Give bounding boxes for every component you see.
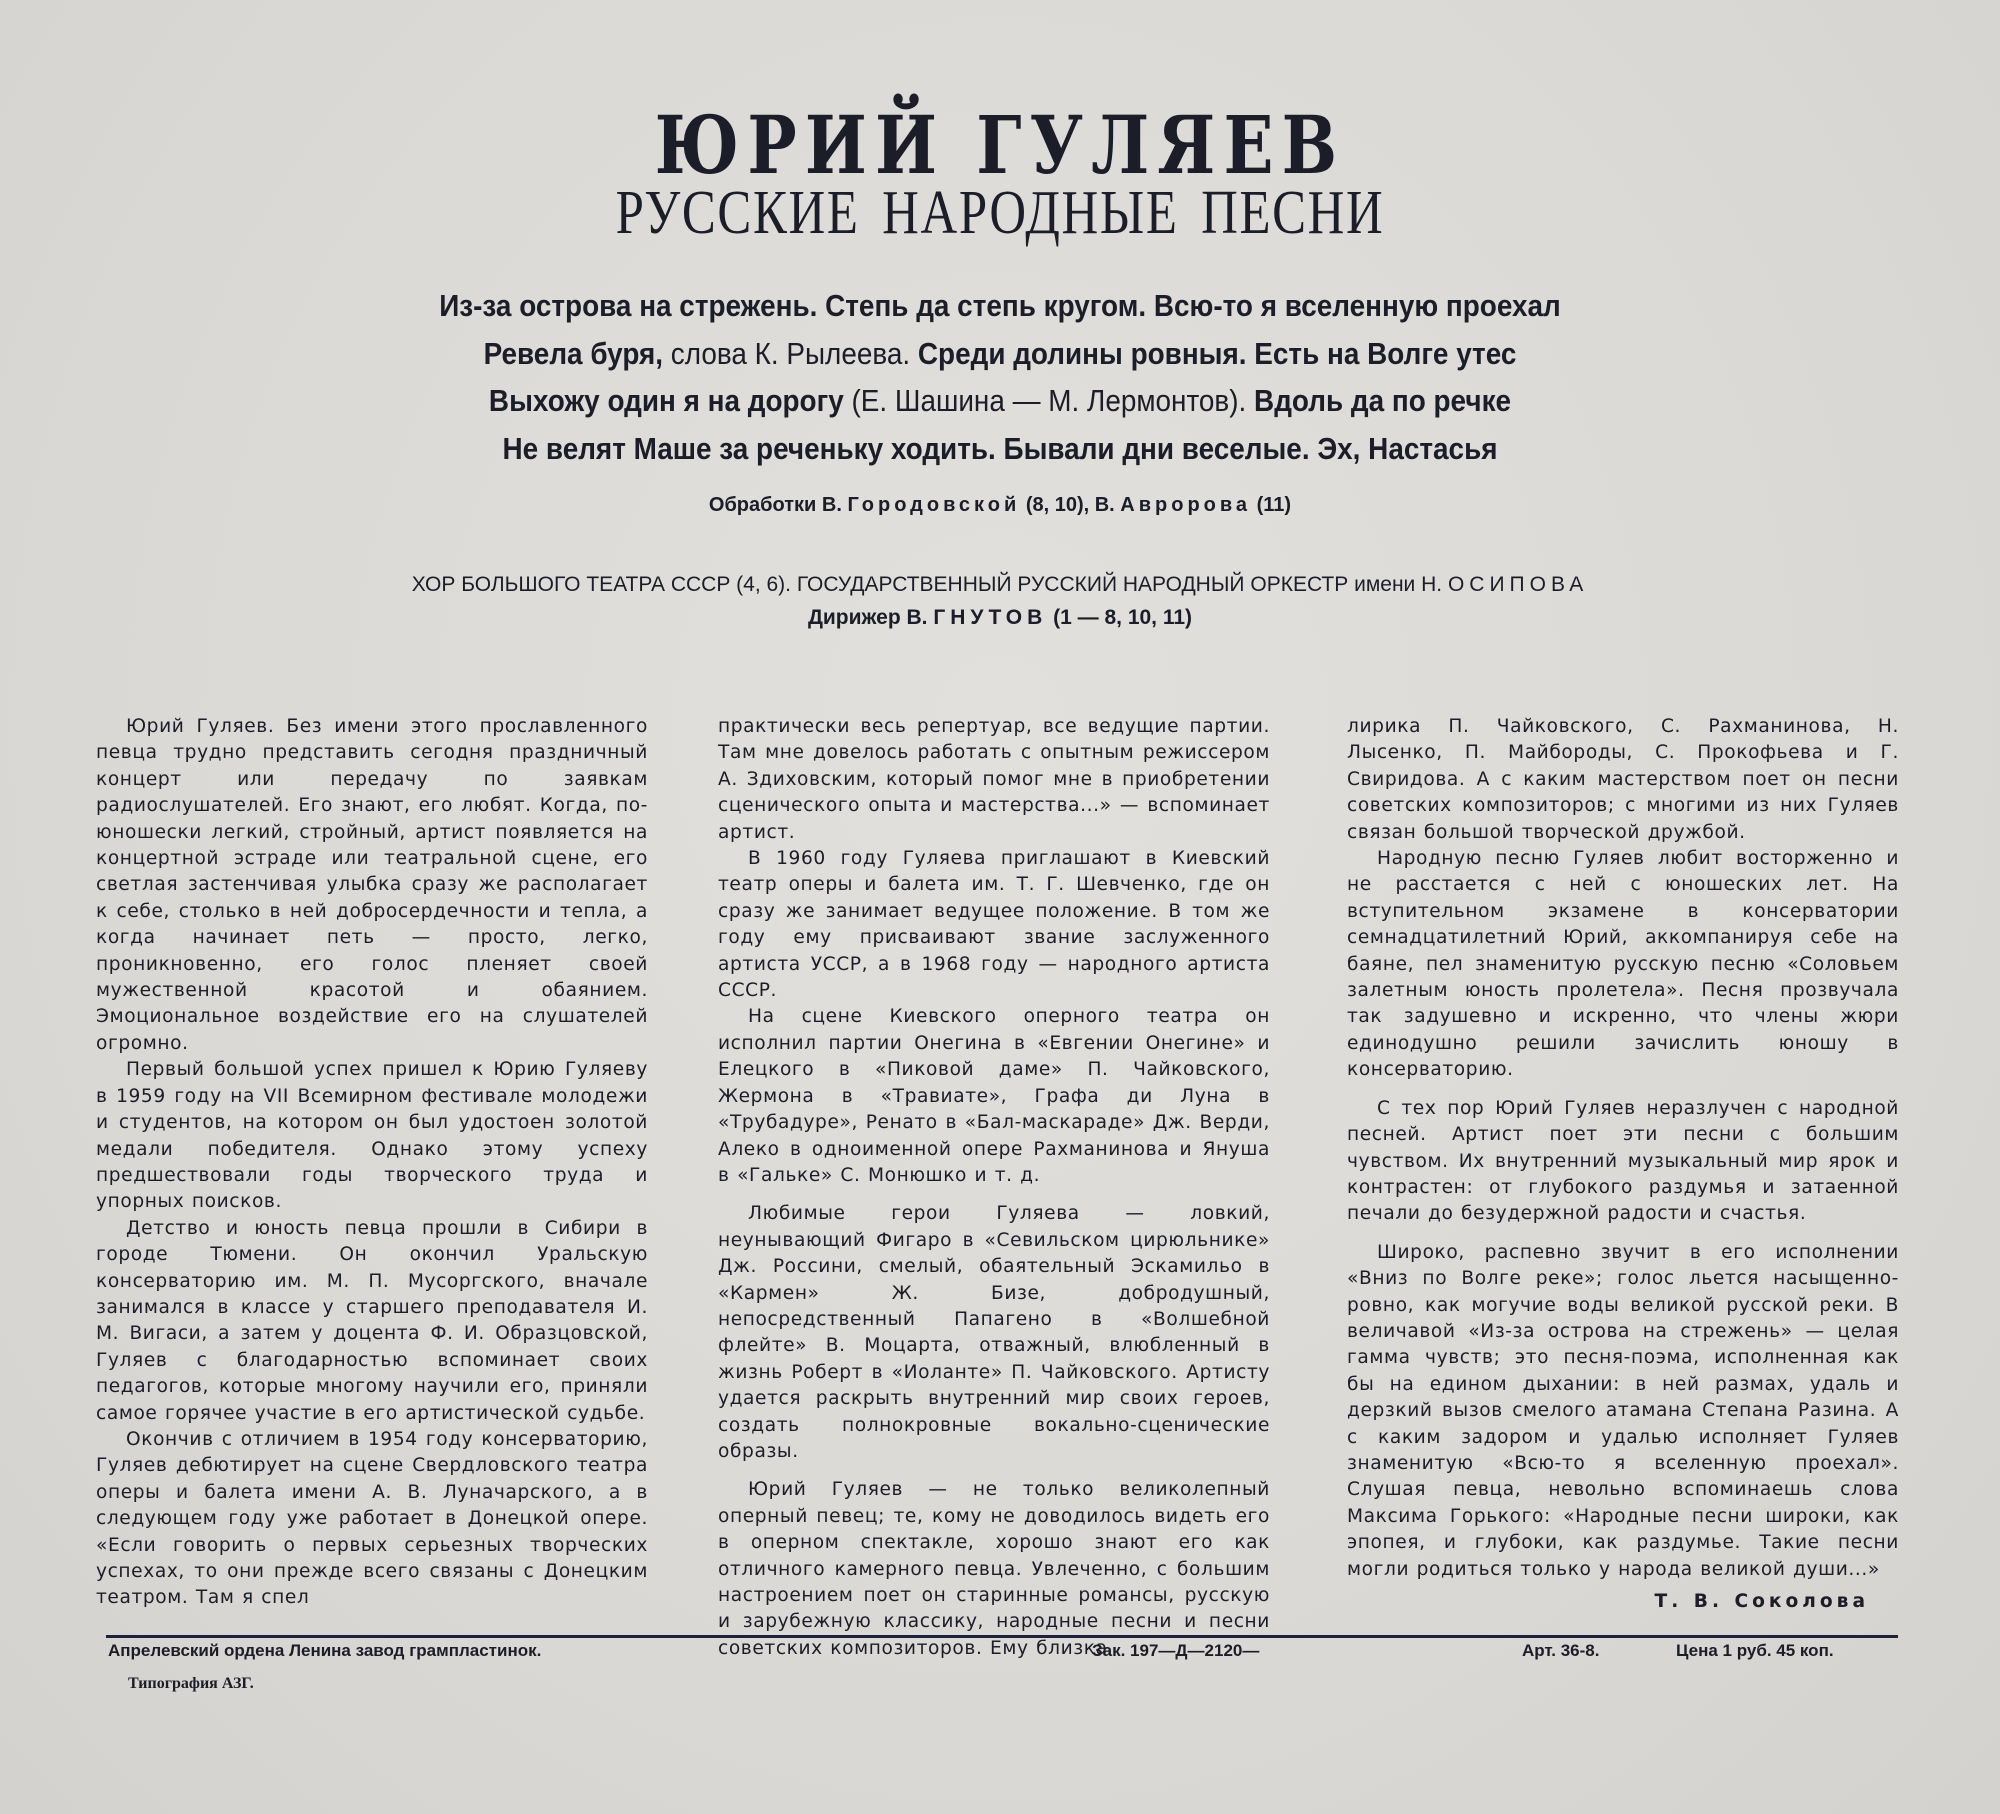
article-number: Арт. 36-8.: [1522, 1641, 1600, 1660]
article-paragraph: Любимые герои Гуляева — ловкий, неунывающий Фигаро в «Севильском цирюльнике» Дж. Россини, смелый, обаятельный Эскамильо в «Кармен» Ж. Бизе, добродушный, непосредственный Папагено в «Волшебной флейте» В. Моцарта, отважный, влюбленный в жизнь Роберт в «Иоланте» П. Чайковского. Артисту удается раскрыть внутренний мир своих героев, создать полнокровные вокально-сценические образы.: [718, 1203, 1270, 1462]
article-paragraph: Юрий Гуляев. Без имени этого прославленного певца трудно представить сегодня праздничный концерт или передачу по заявкам радиослушателей. Его знают, его любят. Когда, по-юношески легкий, стройный, артист появляется на концертной эстраде или театральной сцене, его светлая застенчивая улыбка сразу же располагает к себе, столько в ней добросердечности и тепла, а когда начинает петь — просто, легко, проникновенно, его голос пленяет своей мужественной красотой и обаянием. Эмоциональное воздействие его на слушателей огромно.: [96, 716, 648, 1054]
article-paragraph: Окончив с отличием в 1954 году консерваторию, Гуляев дебютирует на сцене Свердловского театра оперы и балета имени А. В. Луначарского, а в следующем году уже работает в Донецкой опере. «Если говорить о первых серьезных творческих успехах, то они прежде всего связаны с Донецким театром. Там я спел: [96, 1428, 648, 1609]
performers-credit: [0, 568, 2000, 634]
conductor-name: ГНУТОВ: [933, 606, 1048, 629]
arranger-name: Авророва: [1120, 494, 1252, 516]
song-line-2: [100, 330, 1900, 378]
song-title: Ревела буря,: [483, 335, 664, 371]
article-paragraph: На сцене Киевского оперного театра он исполнил партии Онегина в «Евгении Онегине» и Елецкого в «Пиковой даме» П. Чайковского, Жермона в «Травиате», Графа ди Луна в «Трубадуре», Ренато в «Бал-маскараде» Дж. Верди, Алеко в одноименной опере Рахманинова и Януша в «Гальке» С. Монюшко и т. д.: [718, 1006, 1270, 1186]
arranger-tracks: (8, 10), В.: [1020, 494, 1121, 516]
article-paragraph: Народную песню Гуляев любит восторженно и не расстается с ней с юношеских лет. На вступительном экзамене в консерватории семнадцатилетний Юрий, аккомпанируя себе на баяне, пел знаменитую русскую песню «Соловьем залетным юность пролетела». Песня прозвучала так задушевно и искренно, что члены жюри единодушно решили зачислить юношу в консерваторию.: [1347, 848, 1899, 1081]
conductor-label: Дирижер В.: [807, 606, 934, 629]
author-signature: Т. В. Соколова: [1654, 1591, 1869, 1612]
song-title: Вдоль да по речке: [1254, 383, 1512, 418]
article-paragraph: практически весь репертуар, все ведущие партии. Там мне довелось работать с опытным режиссером А. Здиховским, который помог мне в приобретении сценического опыта и мастерства...» — вспоминает артист.: [718, 716, 1270, 843]
price-label: Цена 1 руб. 45 коп.: [1676, 1641, 1834, 1660]
album-title: РУССКИЕ НАРОДНЫЕ ПЕСНИ: [615, 179, 1385, 247]
article-column-3: [1347, 714, 1899, 1615]
arranger-name: Городовской: [847, 494, 1021, 516]
song-title: Выхожу один я на дорогу: [488, 383, 844, 418]
ensembles: ХОР БОЛЬШОГО ТЕАТРА СССР (4, 6). ГОСУДАРСТВЕННЫЙ РУССКИЙ НАРОДНЫЙ ОРКЕСТР: [411, 573, 1355, 596]
printer-label: Типография АЗГ.: [128, 1675, 254, 1692]
performers-line: [0, 568, 2000, 601]
orchestra-name: ОСИПОВА: [1447, 573, 1589, 596]
footer-divider: [106, 1635, 1898, 1638]
song-credit: слова К. Рылеева.: [663, 335, 918, 371]
article-column-2: [718, 714, 1270, 1662]
article-paragraph: Широко, распевно звучит в его исполнении «Вниз по Волге реке»; голос льется насыщенно-ровно, как могучие воды великой русской реки. В величавой «Из-за острова на стрежень» — целая гамма чувств; это песня-поэма, исполненная как бы на едином дыхании: в ней размах, удаль и дерзкий вызов смелого атамана Степана Разина. А с каким задором и удалью исполняет Гуляев знаменитую «Всю-то я вселенную проехал». Слушая певца, невольно вспоминаешь слова Максима Горького: «Народные песни широки, как эпопея, и глубоки, как раздумье. Такие песни могли родиться только у народа великой души...»: [1347, 1241, 1899, 1580]
order-number: Зак. 197—Д—2120—: [1092, 1641, 1260, 1660]
orchestra-name-prefix: имени Н.: [1354, 573, 1448, 596]
article-paragraph: В 1960 году Гуляева приглашают в Киевский театр оперы и балета им. Т. Г. Шевченко, где он сразу же занимает ведущее положение. В том же году ему присваивают звание заслуженного артиста УССР, а в 1968 году — народного артиста СССР.: [718, 848, 1270, 1002]
conductor-line: [0, 601, 2000, 634]
article-paragraph: Первый большой успех пришел к Юрию Гуляеву в 1959 году на VII Всемирном фестивале молодежи и студентов, на котором он был удостоен золотой медали победителя. Однако этому успеху предшествовали годы творческого труда и упорных поисков.: [96, 1059, 648, 1213]
arrangements-prefix: Обработки В.: [708, 494, 848, 516]
song-titles: Не велят Маше за реченьку ходить. Бывали дни веселые. Эх, Настасья: [502, 430, 1498, 466]
article-paragraph: С тех пор Юрий Гуляев неразлучен с народной песней. Артист поет эти песни с большим чувством. Их внутренний музыкальный мир ярок и контрастен: от глубокого раздумья и затаенной печали до безудержной радости и счастья.: [1347, 1097, 1899, 1225]
article-paragraph: лирика П. Чайковского, С. Рахманинова, Н. Лысенко, П. Майбороды, С. Прокофьева и Г. Свиридова. А с каким мастерством поет он песни советских композиторов; с многими из них Гуляев связан большой творческой дружбой.: [1347, 716, 1899, 843]
song-credit: (Е. Шашина — М. Лермонтов).: [843, 383, 1255, 418]
arrangements-credit: [0, 494, 2000, 517]
song-line-1: [100, 282, 1900, 330]
song-titles: Из-за острова на стрежень. Степь да степь кругом. Всю-то я вселенную проехал: [439, 288, 1561, 323]
publisher-label: Апрелевский ордена Ленина завод грампластинок.: [108, 1641, 542, 1660]
artist-title: ЮРИЙ ГУЛЯЕВ: [654, 98, 1346, 192]
article-paragraph: Детство и юность певца прошли в Сибири в городе Тюмени. Он окончил Уральскую консерваторию им. М. П. Мусоргского, вначале занимался в классе у старшего преподавателя И. М. Вигаси, а затем у доцента Ф. И. Образцовской, Гуляев с благодарностью вспоминает своих педагогов, которые многому научили его, приняли самое горячее участие в его артистической судьбе.: [96, 1217, 648, 1424]
song-titles: Среди долины ровныя. Есть на Волге утес: [917, 335, 1517, 371]
conductor-tracks: (1 — 8, 10, 11): [1047, 606, 1193, 629]
song-line-3: [100, 377, 1900, 425]
article-paragraph: Юрий Гуляев — не только великолепный оперный певец; те, кому не доводилось видеть его в оперном спектакле, хорошо знают его как отличного камерного певца. Увлеченно, с большим настроением поет он старинные романсы, русскую и зарубежную классику, народные песни и песни советских композиторов. Ему близка: [718, 1479, 1270, 1659]
article-column-1: [96, 714, 648, 1612]
arranger-tracks: (11): [1251, 494, 1292, 516]
song-list: [0, 282, 2000, 472]
song-line-4: [100, 425, 1900, 473]
